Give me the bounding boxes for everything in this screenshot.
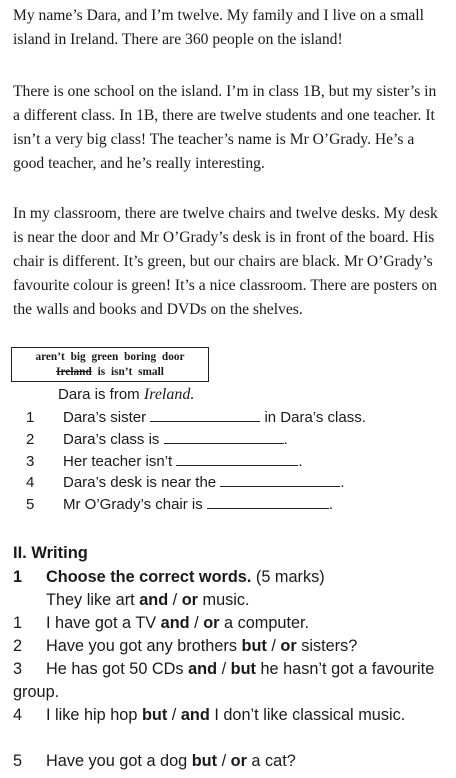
choice-separator: /	[168, 591, 182, 609]
exercise-item-1	[63, 409, 366, 427]
answer-blank[interactable]	[164, 431, 284, 444]
item-text: .	[283, 431, 288, 448]
sentence-text: music.	[198, 591, 250, 609]
sentence-text: I have got a TV	[46, 614, 161, 632]
exercise-item-2	[63, 431, 288, 449]
word-option: big	[70, 351, 86, 363]
word-option: green	[91, 351, 119, 363]
exercise-item-5	[63, 496, 333, 514]
reading-text: There is one school on the island. I’m in class 1B, but my sister’s in a different class. In 1B, there are twelve students and one teacher. It isn’t a very big class! The teacher’s name is Mr O’Grady. He’s a good teacher, and he’s really interesting.	[13, 83, 437, 172]
sentence-text: he hasn’t got a favourite group.	[13, 660, 435, 701]
item-number: 1	[13, 614, 23, 632]
sentence-text: He has got 50 CDs	[46, 660, 189, 678]
sentence-text: They like art	[46, 591, 140, 609]
word-choice-a[interactable]: and	[139, 591, 169, 609]
word-choice-b[interactable]: or	[280, 637, 297, 655]
reading-text: My name’s Dara, and I’m twelve. My family and I live on a small island in Ireland. There are 360 people on the island!	[13, 7, 424, 48]
reading-paragraph-3	[13, 202, 443, 322]
item-text: Her teacher isn’t	[63, 453, 173, 470]
writing-item-1	[13, 612, 448, 635]
sentence-text: Have you got a dog	[46, 752, 192, 770]
sentence-text: a computer.	[219, 614, 310, 632]
sentence-text: I like hip hop	[46, 706, 142, 724]
choice-separator: /	[217, 752, 231, 770]
word-box-row-2	[12, 366, 208, 378]
answer-blank[interactable]	[176, 453, 298, 466]
item-text: Dara’s desk is near the	[63, 474, 217, 491]
word-choice-a[interactable]: but	[141, 706, 168, 724]
task-title: Choose the correct words.	[46, 568, 252, 586]
item-number: 5	[13, 752, 23, 770]
word-option: isn’t	[110, 366, 133, 378]
example-text: Dara is from	[58, 386, 140, 403]
answer-blank[interactable]	[207, 496, 329, 509]
choice-separator: /	[189, 614, 204, 632]
section-title: II. Writing	[13, 544, 88, 562]
reading-paragraph-1	[13, 4, 443, 52]
item-number: 4	[26, 474, 35, 491]
word-option: door	[161, 351, 185, 363]
word-option: is	[97, 366, 106, 378]
reading-paragraph-2	[13, 80, 443, 176]
choice-separator: /	[217, 660, 231, 678]
item-number: 4	[13, 706, 23, 724]
example-sentence	[58, 386, 194, 404]
writing-item-5	[13, 750, 448, 773]
item-text: in Dara’s class.	[264, 409, 366, 426]
sentence-text: I don’t like classical music.	[209, 706, 406, 724]
exercise-item-4	[63, 474, 344, 492]
task-heading	[13, 566, 448, 589]
sentence-text: Have you got any brothers	[46, 637, 242, 655]
item-number: 3	[26, 453, 35, 470]
word-option: boring	[124, 351, 157, 363]
answer-blank[interactable]	[150, 409, 260, 422]
word-option: small	[138, 366, 164, 378]
writing-example	[46, 589, 446, 612]
reading-text: In my classroom, there are twelve chairs and twelve desks. My desk is near the door and Mr O’Grady’s desk is in front of the board. His chair is different. It’s green, but our chairs are black. Mr O’Grady’s favourite colour is green! It’s a nice classroom. There are posters on the walls and books and DVDs on the shelves.	[13, 205, 438, 318]
item-text: Dara’s sister	[63, 409, 147, 426]
word-choice-b[interactable]: or	[181, 591, 199, 609]
item-number: 1	[26, 409, 35, 426]
word-box-row-1	[12, 351, 208, 363]
item-text: .	[340, 474, 345, 491]
word-option-used: Ireland	[56, 366, 92, 378]
word-choice-a[interactable]: and	[188, 660, 218, 678]
exercise-item-3	[63, 453, 303, 471]
word-choice-b[interactable]: and	[180, 706, 210, 724]
word-box	[11, 347, 209, 382]
writing-item-3	[13, 658, 448, 704]
word-choice-a[interactable]: but	[241, 637, 267, 655]
item-number: 2	[26, 431, 35, 448]
answer-blank[interactable]	[220, 474, 340, 487]
item-text: .	[328, 496, 334, 513]
word-choice-a[interactable]: but	[191, 752, 218, 770]
sentence-text: sisters?	[296, 637, 358, 655]
item-number: 5	[26, 496, 35, 513]
writing-item-2	[13, 635, 448, 658]
task-marks: (5 marks)	[255, 568, 325, 586]
word-choice-b[interactable]: but	[230, 660, 256, 678]
word-option: aren’t	[35, 351, 65, 363]
task-number: 1	[13, 568, 23, 586]
choice-separator: /	[266, 637, 281, 655]
choice-separator: /	[167, 706, 181, 724]
item-number: 2	[13, 637, 23, 655]
sentence-text: a cat?	[246, 752, 296, 770]
item-text: .	[298, 453, 303, 470]
item-text: Mr O’Grady’s chair is	[63, 496, 203, 513]
example-answer: Ireland.	[143, 386, 195, 403]
word-choice-b[interactable]: or	[230, 752, 247, 770]
item-text: Dara’s class is	[63, 431, 160, 448]
writing-item-4	[13, 704, 448, 727]
item-number: 3	[13, 660, 23, 678]
word-choice-a[interactable]: and	[160, 614, 190, 632]
word-choice-b[interactable]: or	[203, 614, 220, 632]
